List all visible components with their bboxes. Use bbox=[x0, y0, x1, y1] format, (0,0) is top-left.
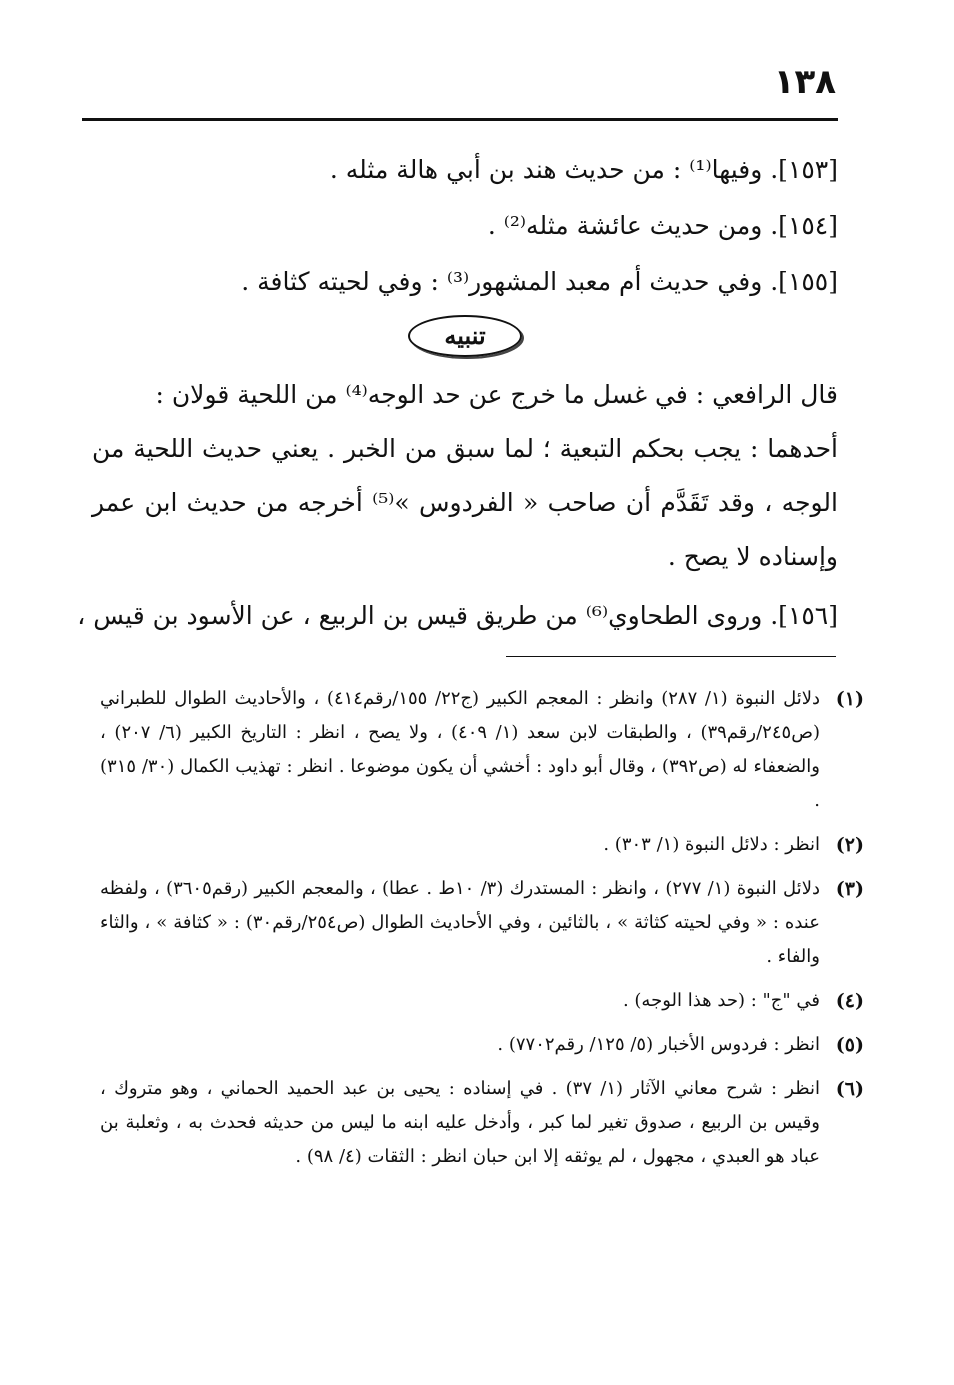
footnote-rule bbox=[506, 656, 836, 657]
section-heading: تنبيه bbox=[408, 315, 521, 357]
footnote-1 bbox=[100, 682, 864, 818]
footnote-6 bbox=[100, 1072, 864, 1174]
hadith-line-155: [١٥٥]. وفي حديث أم معبد المشهور⁽³⁾ : وفي لحيته كثافة . bbox=[241, 267, 838, 296]
footnote-mark: (٣) bbox=[835, 878, 864, 900]
footnote-text: انظر : شرح معاني الآثار (١/ ٣٧) . في إسناده : يحيى بن عبد الحميد الحماني ، وهو متروك ، وقيس بن الربيع ، صدوق تغير لما كبر ، وأدخل عليه ابنه ما ليس من حديثه فحدث به ، وثعلبة بن عباد هو العبدي ، مجهول ، لم يوثقه إلا ابن حبان انظر : الثقات (٤/ ٩٨) . bbox=[100, 1078, 820, 1167]
footnote-2 bbox=[100, 828, 864, 862]
footnote-3 bbox=[100, 872, 864, 974]
hadith-line-153: [١٥٣]. وفيها⁽¹⁾ : من حديث هند بن أبي هالة مثله . bbox=[329, 155, 838, 184]
footnote-mark: (٢) bbox=[835, 834, 864, 856]
page-number: ١٣٨ bbox=[773, 62, 836, 102]
section-heading-container bbox=[92, 310, 838, 362]
hadith-line-154: [١٥٤]. ومن حديث عائشة مثله⁽²⁾ . bbox=[487, 211, 838, 240]
footnote-text: دلائل النبوة (١/ ٢٧٧) ، وانظر : المستدرك (٣/ ١٠ط . عطا) ، والمعجم الكبير (رقم٣٦٠٥) ، ولفظه عنده : « وفي لحيته كثاثة » ، بالثائين ، وفي الأحاديث الطوال (ص٢٥٤/رقم٣٠) : « كثافة » ، والثاء والفاء . bbox=[100, 878, 820, 967]
footnote-text: انظر : دلائل النبوة (١/ ٣٠٣) . bbox=[603, 834, 820, 855]
footnote-mark: (١) bbox=[835, 688, 864, 710]
footnote-text: انظر : فردوس الأخبار (٥/ ١٢٥/ رقم٧٧٠٢) . bbox=[497, 1034, 820, 1055]
footnote-text: في "ج" : (حد هذا الوجه) . bbox=[622, 990, 820, 1011]
footnote-mark: (٦) bbox=[835, 1078, 864, 1100]
header-rule bbox=[82, 118, 838, 121]
paragraph-rafii: قال الرافعي : في غسل ما خرج عن حد الوجه⁽⁴⁾ من اللحية قولان : bbox=[155, 380, 838, 409]
footnotes bbox=[100, 682, 864, 1184]
footnote-mark: (٥) bbox=[835, 1034, 864, 1056]
hadith-line-156: [١٥٦]. وروى الطحاوي⁽⁶⁾ من طريق قيس بن الربيع ، عن الأسود بن قيس ، bbox=[77, 601, 838, 630]
paragraph-first-opinion: أحدهما : يجب بحكم التبعية ؛ لما سبق من الخبر . يعني حديث اللحية من الوجه ، وقد تَقَدَّم أن صاحب « الفردوس »⁽⁵⁾ أخرجه من حديث ابن عمر وإسناده لا يصح . bbox=[92, 434, 838, 571]
footnote-4 bbox=[100, 984, 864, 1018]
footnote-mark: (٤) bbox=[835, 990, 864, 1012]
footnote-5 bbox=[100, 1028, 864, 1062]
footnote-text: دلائل النبوة (١/ ٢٨٧) وانظر : المعجم الكبير (ج٢٢/ ١٥٥/رقم٤١٤) ، والأحاديث الطوال للطبراني (ص٢٤٥/رقم٣٩) ، والطبقات لابن سعد (١/ ٤٠٩) ، ولا يصح ، انظر : التاريخ الكبير (٦/ ٢٠٧) ، والضعفاء له (ص٣٩٢) ، وقال أبو داود : أخشي أن يكون موضوعا . انظر : تهذيب الكمال (٣٠/ ٣١٥) . bbox=[100, 688, 820, 811]
main-text bbox=[77, 142, 838, 644]
